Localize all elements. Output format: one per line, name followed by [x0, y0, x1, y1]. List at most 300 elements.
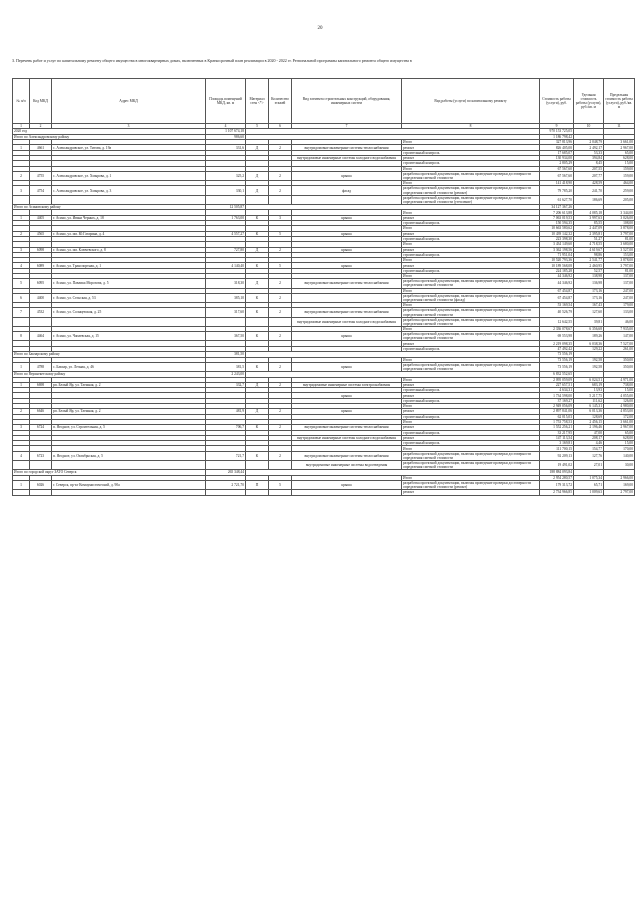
wall-material: К	[246, 231, 269, 236]
group-area: 265 348,44	[206, 470, 246, 476]
limit-cost: 350,00	[604, 357, 635, 362]
work-type: ремонт	[402, 425, 540, 430]
work-type: ремонт	[402, 393, 540, 398]
mkd-address: п. Ягодное, ул. Строительная, д. 5	[52, 425, 206, 430]
floor-count: 2	[269, 332, 292, 341]
element-type	[292, 195, 402, 204]
row-number: 2	[13, 409, 30, 414]
wall-material: Д	[246, 247, 269, 252]
wall-material: К	[246, 425, 269, 430]
work-cost: 10 663 580,62	[540, 226, 574, 231]
work-type: разработка проектной документации, включая проведение проверки достоверности определения сметной стоимости	[402, 308, 540, 317]
limit-cost: 15,00	[604, 441, 635, 446]
work-type: ремонт	[402, 490, 540, 495]
work-cost: 1 552 256,21	[540, 425, 574, 430]
mkd-address: г. Асино, ул. Ивана Черных, д. 18	[52, 215, 206, 220]
table-body	[13, 129, 635, 495]
wall-material: К	[246, 293, 269, 302]
mkd-area: 367,50	[206, 332, 246, 341]
mkd-code: 4400	[30, 293, 52, 302]
limit-cost: 2 967,00	[604, 145, 635, 150]
column-number: 3	[52, 124, 206, 129]
column-number: 10	[574, 124, 604, 129]
limit-cost: 247,00	[604, 288, 635, 293]
work-type: разработка проектной документации, включая проведение проверки достоверности определения сметной стоимости	[402, 461, 540, 470]
limit-cost: 7 527,00	[604, 341, 635, 346]
row-number: 5	[13, 279, 30, 288]
work-cost: 826 405,00	[540, 145, 574, 150]
limit-cost: 15,00	[604, 161, 635, 166]
work-cost: 40 526,79	[540, 308, 574, 317]
work-cost: 1 753 758,53	[540, 419, 574, 424]
element-type: крыша	[292, 263, 402, 268]
row-number: 1	[13, 145, 30, 150]
work-cost: 92 209,13	[540, 451, 574, 460]
mkd-area	[206, 490, 246, 495]
mkd-area: 330,1	[206, 186, 246, 195]
work-type: ремонт	[402, 156, 540, 161]
work-type: строительный контроль	[402, 346, 540, 351]
table-row	[13, 279, 635, 288]
row-number: 7	[13, 308, 30, 317]
year-label: 2020 год	[13, 129, 206, 135]
mkd-area: 318,30	[206, 279, 246, 288]
work-cost: 44 346,92	[540, 274, 574, 279]
row-number: 3	[13, 425, 30, 430]
floor-count: 2	[269, 293, 292, 302]
work-cost: 67 567,60	[540, 166, 574, 171]
year-cost: 970 153 725,05	[540, 129, 574, 135]
work-type: разработка проектной документации, включая проведение проверки достоверности определения сметной стоимости	[402, 171, 540, 180]
work-cost: 3 362 198,56	[540, 247, 574, 252]
element-type: внутридомовые инженерные системы холодного водоснабжения	[292, 156, 402, 161]
work-type: ремонт	[402, 435, 540, 440]
work-cost: 150 594,35	[540, 221, 574, 226]
work-type: строительный контроль	[402, 236, 540, 241]
work-type: ремонт	[402, 382, 540, 387]
table-row	[13, 186, 635, 195]
work-cost: 2 734 966,85	[540, 490, 574, 495]
work-type: строительный контроль	[402, 398, 540, 403]
column-number: 6	[269, 124, 292, 129]
unit-cost: 207,55	[574, 166, 604, 171]
limit-cost: 137,00	[604, 274, 635, 279]
mkd-code	[30, 317, 52, 326]
unit-cost: 8,45	[574, 161, 604, 166]
group-cost: 6 832 552,65	[540, 372, 574, 378]
work-type: ремонт	[402, 145, 540, 150]
table-row	[13, 451, 635, 460]
group-cost: 73 556,19	[540, 352, 574, 358]
work-type: Итого	[402, 475, 540, 480]
work-type: строительный контроль	[402, 161, 540, 166]
group-area: 381,50	[206, 352, 246, 358]
unit-cost: 2 196,46	[574, 425, 604, 430]
element-type: крыша	[292, 247, 402, 252]
work-type: ремонт	[402, 247, 540, 252]
limit-cost: 464,00	[604, 181, 635, 186]
work-cost: 3 169,81	[540, 441, 574, 446]
unit-cost: 683,19	[574, 382, 604, 387]
limit-cost: 3 661,00	[604, 140, 635, 145]
column-number: 11	[604, 124, 635, 129]
mkd-address: г. Асино, ул. им. Ключевского, д. 8	[52, 247, 206, 252]
header-cell: Площадь помещений МКД, кв. м	[206, 79, 246, 124]
limit-cost: 3 878,00	[604, 258, 635, 263]
work-type: строительный контроль	[402, 414, 540, 419]
unit-cost: 2 456,15	[574, 419, 604, 424]
mkd-address: с. Александровское, ул. Хмырова, д. 1	[52, 171, 206, 180]
mkd-area: 317,60	[206, 308, 246, 317]
limit-cost: 259,00	[604, 186, 635, 195]
work-cost: 79 785,20	[540, 186, 574, 195]
work-type: Итого	[402, 288, 540, 293]
mkd-area: 332,7	[206, 382, 246, 387]
mkd-area: 721,7	[206, 451, 246, 460]
limit-cost: 3 344,00	[604, 210, 635, 215]
work-type: разработка проектной документации, включая проведение проверки достоверности определения сметной стоимости	[402, 332, 540, 341]
limit-cost: 65,00	[604, 430, 635, 435]
group-area: 12 505,87	[206, 204, 246, 210]
wall-material	[246, 461, 269, 470]
limit-cost: 108,00	[604, 221, 635, 226]
element-type: фасад	[292, 186, 402, 195]
mkd-area: 727,80	[206, 247, 246, 252]
column-number: 7	[292, 124, 402, 129]
limit-cost: 179,00	[604, 303, 635, 308]
work-cost: 67 454,87	[540, 288, 574, 293]
work-cost: 44 346,92	[540, 279, 574, 288]
group-cost: 34 127 367,26	[540, 204, 574, 210]
unit-cost: 65,71	[574, 481, 604, 490]
work-type: строительный контроль	[402, 252, 540, 257]
mkd-address: г. Асино, ул. Солнцевская, д. 25	[52, 308, 206, 317]
wall-material: Д	[246, 409, 269, 414]
table-row	[13, 317, 635, 326]
limit-cost: 4 055,00	[604, 393, 635, 398]
limit-cost: 169,00	[604, 481, 635, 490]
work-cost: 53 169,54	[540, 303, 574, 308]
header-cell: Предельная стоимость работы (услуги), руб./кв. м	[604, 79, 635, 124]
mkd-area: 481,9	[206, 409, 246, 414]
element-type: внутридомовые инженерные системы холодного водоснабжения	[292, 435, 402, 440]
unit-cost: 6 013,36	[574, 409, 604, 414]
unit-cost: 173,16	[574, 293, 604, 302]
work-type: строительный контроль	[402, 441, 540, 446]
work-cost: 130 934,00	[540, 156, 574, 161]
unit-cost: 98,86	[574, 252, 604, 257]
unit-cost: 3 997,63	[574, 215, 604, 220]
work-type: Итого	[402, 419, 540, 424]
group-area: 2 243,00	[206, 372, 246, 378]
limit-cost: 153,00	[604, 252, 635, 257]
floor-count: 2	[269, 409, 292, 414]
work-cost: 69 553,98	[540, 332, 574, 341]
work-cost: 62 015,03	[540, 414, 574, 419]
unit-cost: 47,00	[574, 430, 604, 435]
mkd-area: 381,5	[206, 362, 246, 371]
work-type: Итого	[402, 258, 540, 263]
floor-count: 2	[269, 247, 292, 252]
row-number: 3	[13, 247, 30, 252]
unit-cost: 167,43	[574, 303, 604, 308]
row-number: 4	[13, 451, 30, 460]
work-type: ремонт	[402, 215, 540, 220]
mkd-code: 4405	[30, 215, 52, 220]
work-cost: 37 169,27	[540, 398, 574, 403]
unit-cost: 2 460,95	[574, 263, 604, 268]
work-cost: 71 951,04	[540, 252, 574, 257]
mkd-address: г. Асино, ул. им. Ю.Гагарина, д. 4	[52, 231, 206, 236]
work-type: Итого	[402, 357, 540, 362]
work-cost: 141 418,90	[540, 181, 574, 186]
element-type: внутридомовые инженерные системы теплоснабжения	[292, 451, 402, 460]
unit-cost: 394,84	[574, 156, 604, 161]
header-cell: Материал стен <*>	[246, 79, 269, 124]
wall-material: К	[246, 451, 269, 460]
unit-cost: 241,70	[574, 186, 604, 195]
header-cell: Код МКД	[30, 79, 52, 124]
unit-cost: 6 356,68	[574, 326, 604, 331]
work-cost: 179 313,72	[540, 481, 574, 490]
work-cost: 73 556,19	[540, 362, 574, 371]
group-name: Итого по Верхнекетскому району	[13, 372, 206, 378]
unit-cost: 1 075,34	[574, 475, 604, 480]
group-cost: 188 884 093,84	[540, 470, 574, 476]
work-cost: 2 949 056,09	[540, 404, 574, 409]
unit-cost: 51,27	[574, 236, 604, 241]
row-number: 2	[13, 171, 30, 180]
limit-cost: 133,00	[604, 308, 635, 317]
table-row	[13, 332, 635, 341]
unit-cost: 192,58	[574, 357, 604, 362]
group-name: Итого по городской округ ЗАТО Северск	[13, 470, 206, 476]
work-type: строительный контроль	[402, 430, 540, 435]
element-type: внутридомовые инженерные системы теплоснабжения	[292, 308, 402, 317]
work-type: строительный контроль	[402, 388, 540, 393]
work-type: строительный контроль	[402, 221, 540, 226]
work-cost: 3 434 149,60	[540, 242, 574, 247]
limit-cost: 4 971,00	[604, 377, 635, 382]
limit-cost: 7 935,00	[604, 326, 635, 331]
unit-cost: 128,69	[574, 414, 604, 419]
mkd-area: 4 140,40	[206, 263, 246, 268]
mkd-address: с. Александровское, ул. Хмырова, д. 3	[52, 186, 206, 195]
wall-material: Д	[246, 382, 269, 387]
wall-material: Д	[246, 186, 269, 195]
element-type: крыша	[292, 332, 402, 341]
limit-cost: 65,00	[604, 150, 635, 155]
mkd-area: 2 721,70	[206, 481, 246, 490]
floor-count	[269, 490, 292, 495]
work-type: строительный контроль	[402, 150, 540, 155]
mkd-code: 4565	[30, 231, 52, 236]
unit-cost: 138,98	[574, 274, 604, 279]
unit-cost: 127,60	[574, 308, 604, 317]
work-cost: 10 189 568,08	[540, 263, 574, 268]
unit-cost: 6 024,51	[574, 377, 604, 382]
mkd-code: 6646	[30, 409, 52, 414]
wall-material: Д	[246, 171, 269, 180]
work-cost: 227 657,51	[540, 382, 574, 387]
element-type: крыша	[292, 362, 402, 371]
unit-cost: 207,77	[574, 171, 604, 180]
work-type: разработка проектной документации, включая проведение проверки достоверности определения сметной стоимости (утепление)	[402, 195, 540, 204]
mkd-address: с. Бакчар, ул. Лечная, д. 46	[52, 362, 206, 371]
limit-cost: 3 527,00	[604, 247, 635, 252]
floor-count: 3	[269, 215, 292, 220]
mkd-code: 6026	[30, 481, 52, 490]
floor-count: 2	[269, 145, 292, 150]
work-cost: 111 700,15	[540, 446, 574, 451]
element-type: крыша	[292, 393, 402, 398]
work-cost: 17 685,07	[540, 150, 574, 155]
mkd-area: 325,2	[206, 171, 246, 180]
header-cell: Адрес МКД	[52, 79, 206, 124]
unit-cost: 52,57	[574, 268, 604, 273]
unit-cost: 2 048,79	[574, 140, 604, 145]
floor-count: 2	[269, 186, 292, 195]
header-cell: Удельная стоимость работы (услуги), руб./кв. м	[574, 79, 604, 124]
work-type: ремонт	[402, 341, 540, 346]
row-number: 4	[13, 263, 30, 268]
limit-cost: 4 980,00	[604, 404, 635, 409]
floor-count	[269, 195, 292, 204]
work-type: Итого	[402, 274, 540, 279]
element-type: крыша	[292, 215, 402, 220]
work-cost: 73 556,19	[540, 357, 574, 362]
work-type: разработка проектной документации, включая проведение проверки достоверности определения сметной стоимости (ремонт)	[402, 481, 540, 490]
work-type: Итого	[402, 326, 540, 331]
floor-count: 2	[269, 362, 292, 371]
mkd-code: 4755	[30, 171, 52, 180]
work-cost: 10 520 793,36	[540, 258, 574, 263]
table-row	[13, 481, 635, 490]
element-type: внутридомовые инженерные системы электроснабжения	[292, 382, 402, 387]
unit-cost: 53,33	[574, 150, 604, 155]
row-number: 8	[13, 332, 30, 341]
element-type: крыша	[292, 171, 402, 180]
work-cost: 2 897 841,06	[540, 409, 574, 414]
work-type: Итого	[402, 166, 540, 171]
column-number: 1	[13, 124, 30, 129]
limit-cost: 738,00	[604, 382, 635, 387]
row-number	[13, 317, 30, 326]
work-type: Итого	[402, 226, 540, 231]
wall-material: К	[246, 263, 269, 268]
mkd-address	[52, 195, 206, 204]
wall-material: К	[246, 308, 269, 317]
work-type: строительный контроль	[402, 268, 540, 273]
unit-cost: 1 009,63	[574, 490, 604, 495]
unit-cost: 208,17	[574, 435, 604, 440]
mkd-address: рп. Белый Яр, ул. Таежная, д. 2	[52, 409, 206, 414]
mkd-address	[52, 317, 206, 326]
unit-cost: 85,55	[574, 221, 604, 226]
mkd-address: с. Александровское, ул. Титова, д. 19а	[52, 145, 206, 150]
limit-cost: 205,00	[604, 195, 635, 204]
table-row	[13, 171, 635, 180]
element-type: внутридомовые инженерные системы теплоснабжения	[292, 145, 402, 150]
limit-cost: 126,00	[604, 398, 635, 403]
limit-cost: 3 878,00	[604, 226, 635, 231]
work-type: Итого	[402, 303, 540, 308]
header-cell: Вид элемента строительных конструкций, оборудования, инженерных систем	[292, 79, 402, 124]
table-row	[13, 293, 635, 302]
mkd-address: г. Асино, ул. Сельская, д. 53	[52, 293, 206, 302]
unit-cost: 4 085,18	[574, 210, 604, 215]
wall-material: П	[246, 481, 269, 490]
unit-cost: 39,81	[574, 317, 604, 326]
column-number: 2	[30, 124, 52, 129]
unit-cost: 111,62	[574, 398, 604, 403]
limit-cost: 2 797,00	[604, 490, 635, 495]
page-number: 20	[317, 26, 323, 31]
work-type: Итого	[402, 446, 540, 451]
unit-cost: 2 395,81	[574, 231, 604, 236]
work-type: ремонт	[402, 231, 540, 236]
mkd-code: 6098	[30, 247, 52, 252]
work-cost: 61 627,70	[540, 195, 574, 204]
unit-cost: 2 447,09	[574, 226, 604, 231]
unit-cost: 2 541,77	[574, 258, 604, 263]
unit-cost: 173,16	[574, 288, 604, 293]
work-cost: 327 813,96	[540, 140, 574, 145]
group-name: Итого по Александровскому району	[13, 134, 206, 140]
mkd-address: г. Асино, ул. Транспортная, д. 1	[52, 263, 206, 268]
row-number	[13, 490, 30, 495]
work-type: Итого	[402, 210, 540, 215]
mkd-area	[206, 461, 246, 470]
work-type: Итого	[402, 181, 540, 186]
wall-material: К	[246, 215, 269, 220]
mkd-code	[30, 490, 52, 495]
unit-cost: 4 718,55	[574, 242, 604, 247]
mkd-code	[30, 195, 52, 204]
mkd-code	[30, 461, 52, 470]
limit-cost: 2 966,00	[604, 475, 635, 480]
work-cost: 4 634,31	[540, 388, 574, 393]
work-type: разработка проектной документации, включая проведение проверки достоверности определения сметной стоимости (ремонт)	[402, 186, 540, 195]
mkd-code: 6724	[30, 425, 52, 430]
row-number: 3	[13, 186, 30, 195]
unit-cost: 136,98	[574, 279, 604, 288]
element-type	[292, 490, 402, 495]
work-cost: 2 219 098,35	[540, 341, 574, 346]
unit-cost: 192,58	[574, 362, 604, 371]
element-type: крыша	[292, 409, 402, 414]
mkd-code: 6723	[30, 451, 52, 460]
row-number	[13, 461, 30, 470]
header-row	[13, 79, 635, 124]
limit-cost: 46,00	[604, 317, 635, 326]
row-number: 1	[13, 215, 30, 220]
unit-cost: 428,59	[574, 181, 604, 186]
wall-material: Д	[246, 145, 269, 150]
work-cost: 7 063 019,53	[540, 215, 574, 220]
row-number: 1	[13, 481, 30, 490]
mkd-area: 385,10	[206, 293, 246, 302]
work-type: разработка проектной документации, включая проведение проверки достоверности определения сметной стоимости	[402, 451, 540, 460]
mkd-address: г. Асино, ул. Павлика Морозова, д. 5	[52, 279, 206, 288]
floor-count: 2	[269, 279, 292, 288]
element-type: внутридомовые инженерные системы теплоснабжения	[292, 279, 402, 288]
unit-cost: 154,77	[574, 446, 604, 451]
wall-material	[246, 490, 269, 495]
unit-cost: 6 038,36	[574, 341, 604, 346]
floor-count: 2	[269, 451, 292, 460]
limit-cost: 159,00	[604, 166, 635, 171]
